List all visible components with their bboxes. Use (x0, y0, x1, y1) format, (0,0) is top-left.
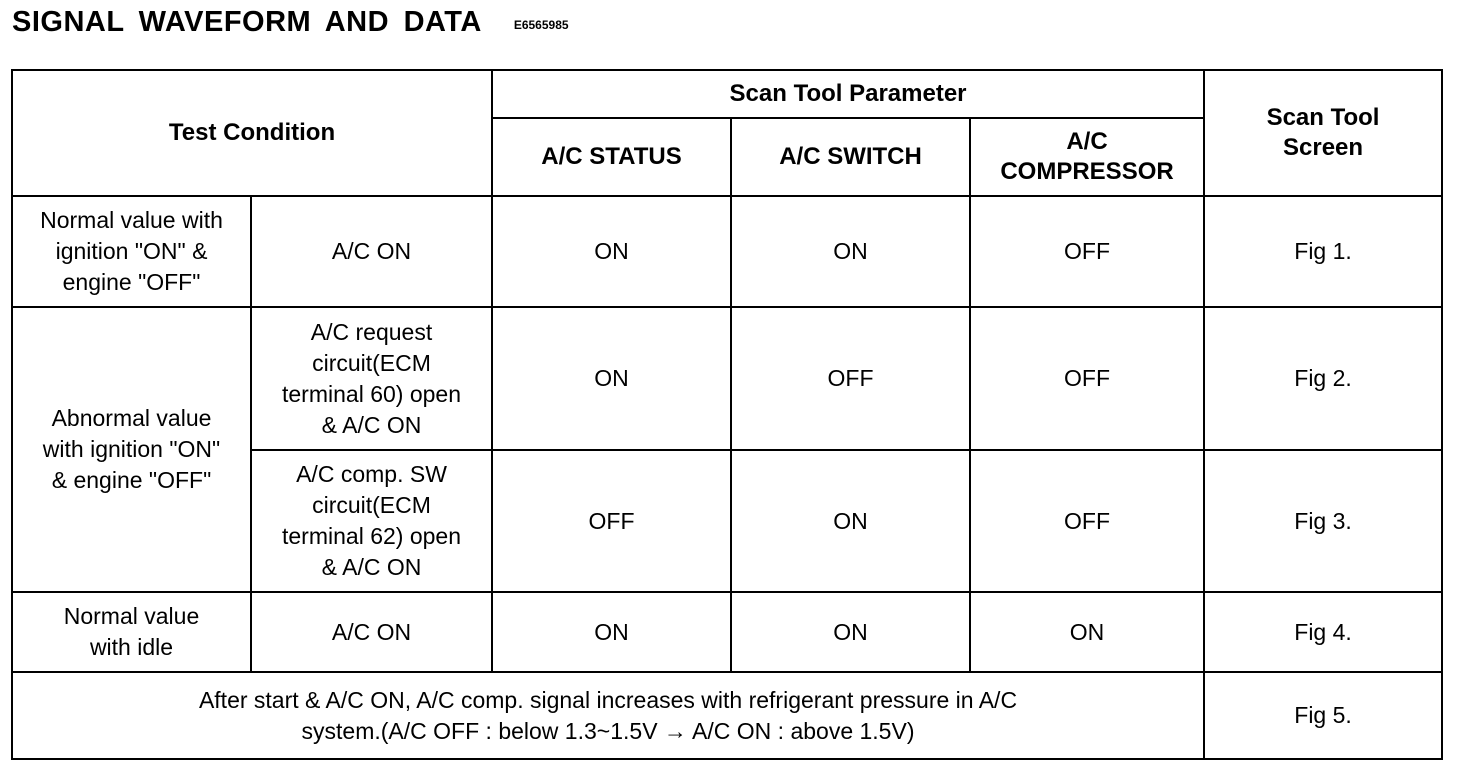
ac-compressor-cell: OFF (970, 196, 1204, 307)
ac-status-header: A/C STATUS (492, 118, 731, 196)
ac-switch-header: A/C SWITCH (731, 118, 970, 196)
scan-tool-screen-cell: Fig 4. (1204, 592, 1442, 672)
condition-cell: Normal value with ignition "ON" & engine "OFF" (12, 196, 251, 307)
ac-switch-cell: ON (731, 196, 970, 307)
scan-tool-screen-cell: Fig 3. (1204, 450, 1442, 592)
ac-status-cell: ON (492, 196, 731, 307)
sub-condition-cell: A/C request circuit(ECM terminal 60) open & A/C ON (251, 307, 492, 450)
scan-tool-screen-cell: Fig 1. (1204, 196, 1442, 307)
scan-tool-screen-cell: Fig 5. (1204, 672, 1442, 759)
signal-data-table (11, 69, 1443, 760)
sub-condition-cell: A/C ON (251, 196, 492, 307)
document-code: E6565985 (513, 18, 569, 32)
scan-tool-screen-header: Scan Tool Screen (1204, 70, 1442, 196)
table-footer-row (12, 672, 1442, 759)
page-header (12, 6, 569, 46)
ac-status-cell: ON (492, 307, 731, 450)
page-title: SIGNAL WAVEFORM AND DATA (12, 6, 482, 38)
scan-tool-screen-cell: Fig 2. (1204, 307, 1442, 450)
table-row (12, 592, 1442, 672)
sub-condition-cell: A/C ON (251, 592, 492, 672)
condition-cell: Abnormal value with ignition "ON" & engine "OFF" (12, 307, 251, 592)
ac-compressor-header: A/C COMPRESSOR (970, 118, 1204, 196)
table-row (12, 307, 1442, 450)
footer-note-cell: After start & A/C ON, A/C comp. signal increases with refrigerant pressure in A/C system.(A/C OFF : below 1.3~1.5V → A/C ON : above 1.5V) (12, 672, 1204, 759)
sub-condition-cell: A/C comp. SW circuit(ECM terminal 62) open & A/C ON (251, 450, 492, 592)
ac-compressor-cell: OFF (970, 307, 1204, 450)
table-header-row (12, 70, 1442, 118)
ac-compressor-cell: OFF (970, 450, 1204, 592)
scan-tool-parameter-header: Scan Tool Parameter (492, 70, 1204, 118)
ac-switch-cell: ON (731, 450, 970, 592)
ac-status-cell: OFF (492, 450, 731, 592)
ac-switch-cell: ON (731, 592, 970, 672)
ac-switch-cell: OFF (731, 307, 970, 450)
table-row (12, 196, 1442, 307)
condition-cell: Normal value with idle (12, 592, 251, 672)
ac-status-cell: ON (492, 592, 731, 672)
test-condition-header: Test Condition (12, 70, 492, 196)
ac-compressor-cell: ON (970, 592, 1204, 672)
